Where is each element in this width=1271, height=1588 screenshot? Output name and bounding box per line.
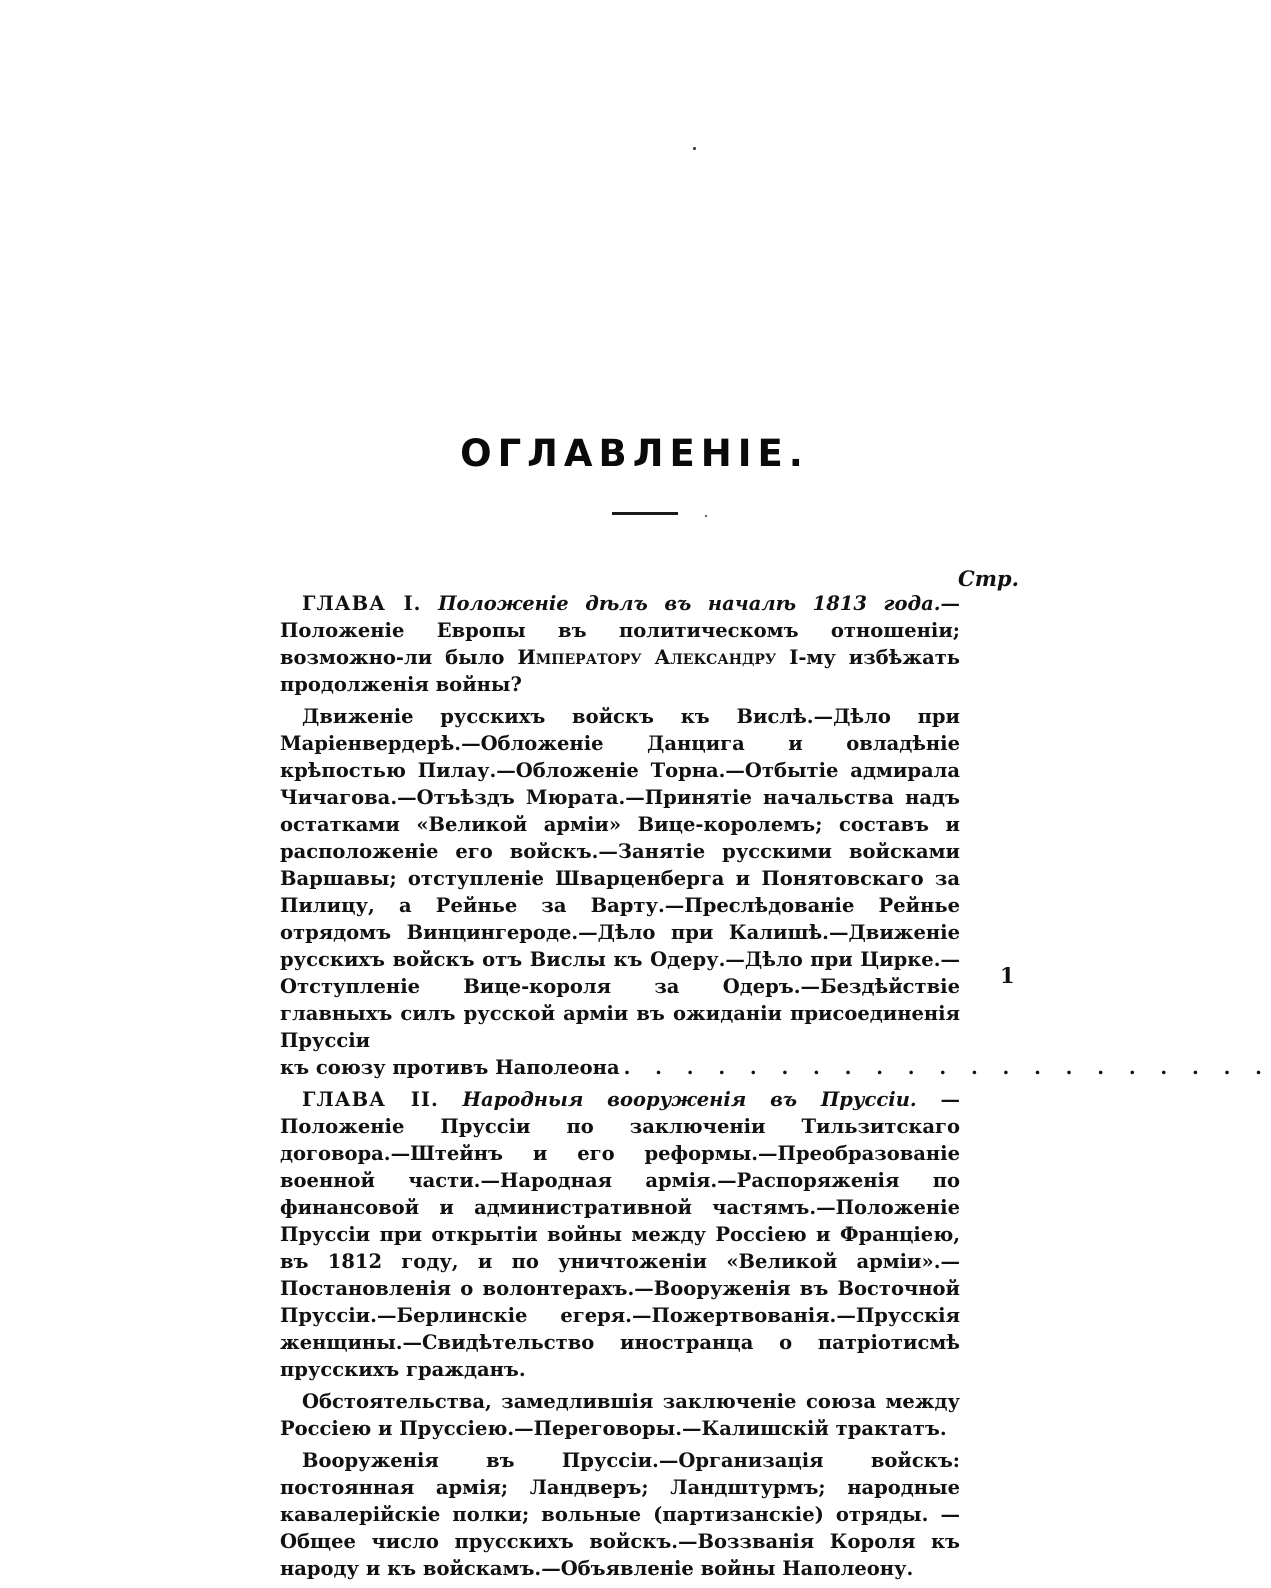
chapter-2-paragraph-3 (280, 1447, 960, 1582)
chapter-1-page-number: 1 (1000, 963, 1015, 988)
chapter-2-title: Народныя вооруженія въ Пруссіи. (462, 1088, 917, 1111)
table-of-contents (280, 590, 1271, 1587)
chapter-2-paragraph-3-text: Вооруженія въ Пруссіи.—Организація войскъ: постоянная армія; Ландверъ; Ландштурмъ; народные кавалерійскіе полки; вольные (партизанскіе) отряды. — Общее число прусскихъ войскъ.—Воззванія Короля къ народу и къ войскамъ.—Объявленіе войны Наполеону. (280, 1449, 960, 1580)
chapter-2-paragraph-2 (280, 1388, 960, 1442)
chapter-2-paragraph-2-text: Обстоятельства, замедлившія заключеніе союза между Россіею и Пруссіею.—Переговоры.—Калишскій трактатъ. (280, 1390, 960, 1440)
chapter-1-leader-line (280, 1054, 1271, 1081)
chapter-1-summary-last-line: къ союзу противъ Наполеона (280, 1056, 620, 1079)
chapter-1-intro-b: I-му избѣжать продолженія войны? (280, 646, 961, 696)
chapter-1-title: Положеніе дѣлъ въ началѣ 1813 года. (438, 592, 941, 615)
chapter-1-intro-emperor: Императору Александру (517, 646, 777, 669)
chapter-1-intro-a: —Положеніе Европы въ политическомъ отношеніи; возможно-ли было (280, 592, 960, 669)
print-speck (693, 147, 696, 150)
print-speck (705, 515, 707, 517)
page-title: ОГЛАВЛЕНІЕ. (460, 432, 809, 475)
chapter-2-intro: — Положеніе Пруссіи по заключеніи Тильзитскаго договора.—Штейнъ и его реформы.—Преобразованіе военной части.—Народная армія.—Распоряженія по финансовой и административной частямъ.—Положеніе Пруссіи при открытіи войны между Россіею и Франціею, въ 1812 году, и по уничтоженіи «Великой арміи».—Постановленія о волонтерахъ.—Вооруженія въ Восточной Пруссіи.—Берлинскіе егеря.—Пожертвованія.—Прусскія женщины.—Свидѣтельство иностранца о патріотисмѣ прусскихъ гражданъ. (280, 1088, 960, 1381)
chapter-1-label: ГЛАВА I. (302, 592, 422, 615)
title-divider (612, 512, 678, 515)
page-column-label: Стр. (958, 566, 1019, 591)
dot-leader: . . . . . . . . . . . . . . . . . . . . . (623, 1056, 1271, 1079)
chapter-2-heading-paragraph (280, 1086, 960, 1383)
chapter-1-summary-text: Движеніе русскихъ войскъ къ Вислѣ.—Дѣло при Маріенвердерѣ.—Обложеніе Данцига и овладѣніе крѣпостью Пилау.—Обложеніе Торна.—Отбытіе адмирала Чичагова.—Отъѣздъ Мюрата.—Принятіе начальства надъ остатками «Великой арміи» Вице-королемъ; составъ и расположеніе его войскъ.—Занятіе русскими войсками Варшавы; отступленіе Шварценберга и Понятовскаго за Пилицу, а Рейнье за Варту.—Преслѣдованіе Рейнье отрядомъ Винцингероде.—Дѣло при Калишѣ.—Движеніе русскихъ войскъ отъ Вислы къ Одеру.—Дѣло при Цирке.—Отступленіе Вице-короля за Одеръ.—Бездѣйствіе главныхъ силъ русской арміи въ ожиданіи присоединенія Пруссіи (280, 705, 960, 1052)
chapter-1-summary-paragraph (280, 703, 960, 1054)
chapter-1-heading-paragraph (280, 590, 960, 698)
chapter-2-label: ГЛАВА II. (302, 1088, 439, 1111)
